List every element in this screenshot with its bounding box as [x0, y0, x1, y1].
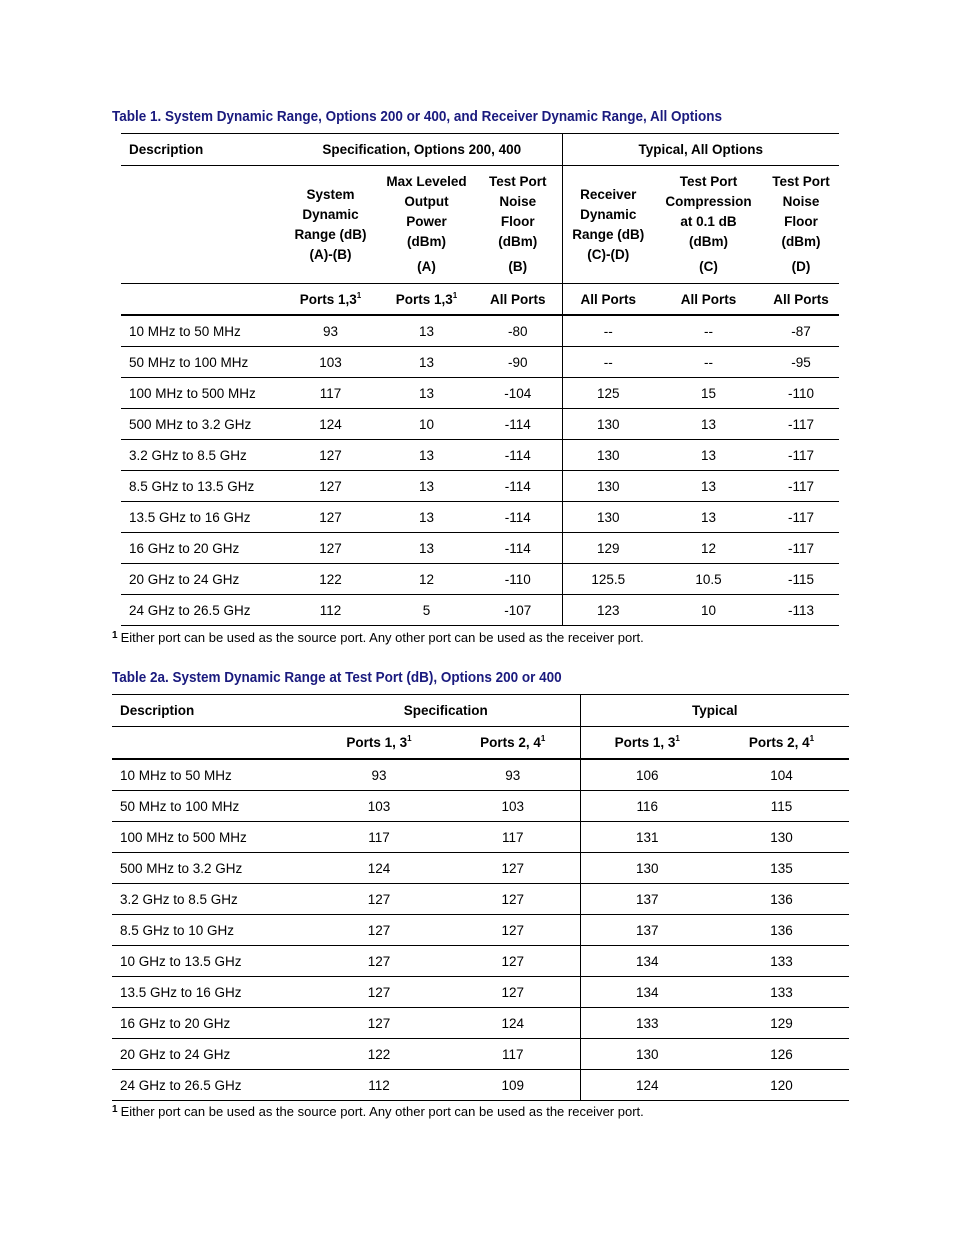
row-description: 13.5 GHz to 16 GHz [112, 977, 312, 1008]
table-cell: -117 [763, 471, 839, 502]
row-description: 24 GHz to 26.5 GHz [129, 602, 251, 618]
table-cell: 93 [446, 759, 580, 791]
column-header-line: (A) [417, 259, 436, 274]
table-cell: 13 [379, 347, 474, 378]
row-description: 20 GHz to 24 GHz [121, 564, 282, 595]
table-cell: -107 [504, 602, 532, 618]
table-cell: 135 [714, 853, 849, 884]
table-cell: 130 [714, 822, 849, 853]
table-cell: 130 [580, 853, 714, 884]
table-cell: 116 [580, 791, 714, 822]
table-cell: -104 [474, 378, 562, 409]
row-description: 8.5 GHz to 10 GHz [112, 915, 312, 946]
table-cell: 124 [446, 1008, 580, 1039]
table-cell: 12 [379, 564, 474, 595]
table-cell: 13 [379, 502, 474, 533]
table-cell: 13 [379, 471, 474, 502]
column-header-line: (C) [699, 259, 718, 274]
table2-port-header [446, 727, 580, 760]
table-cell: 124 [580, 1070, 714, 1101]
table-cell: 112 [368, 1077, 390, 1093]
table-cell: 130 [562, 471, 654, 502]
footnote-text: Either port can be used as the source port. Any other port can be used as the receiver port. [120, 630, 644, 645]
table-cell: 127 [312, 977, 446, 1008]
footnote-ref: 1 [540, 734, 546, 743]
table-cell: 136 [714, 915, 849, 946]
table-cell: 12 [654, 533, 763, 564]
table-cell: -- [562, 347, 654, 378]
table-cell: 13 [379, 533, 474, 564]
table-cell: 129 [562, 533, 654, 564]
column-header-line: System [306, 186, 355, 202]
table1-blank-cell [121, 166, 282, 284]
port-label: Ports 1,3 [395, 291, 453, 307]
table-cell: 93 [312, 759, 446, 791]
table-cell: 122 [282, 564, 379, 595]
table-cell: 13 [379, 378, 474, 409]
column-header-line: Dynamic [580, 206, 637, 222]
table-cell: 133 [714, 946, 849, 977]
table-cell: 104 [714, 759, 849, 791]
table-row [112, 822, 849, 853]
table-cell: 127 [312, 884, 446, 915]
table-cell: -80 [474, 315, 562, 347]
column-header-line: (dBm) [498, 234, 538, 249]
column-header-line: Output [404, 194, 449, 209]
footnote-ref: 1 [809, 734, 815, 743]
column-header-line: Range (dB) [572, 226, 645, 242]
table-cell: 13 [379, 440, 474, 471]
table1-spec-group-header: Specification, Options 200, 400 [282, 134, 562, 166]
table-cell: -87 [763, 315, 839, 347]
column-header-line: Dynamic [302, 206, 359, 222]
column-header-line: Noise [499, 194, 537, 209]
table1-port-header [763, 284, 839, 316]
table-cell: 130 [562, 502, 654, 533]
column-header-line: Max Leveled [386, 174, 467, 189]
table-cell: 127 [282, 471, 379, 502]
row-description: 100 MHz to 500 MHz [121, 378, 282, 409]
table-row [112, 946, 849, 977]
table-cell: 112 [319, 602, 342, 618]
table-cell: -110 [763, 378, 839, 409]
table-cell: -90 [474, 347, 562, 378]
table1-title: Table 1. System Dynamic Range, Options 200 or 400, and Receiver Dynamic Range, All Options [112, 108, 722, 125]
table-cell: 127 [282, 533, 379, 564]
table-row [112, 759, 849, 791]
table2-blank-cell [112, 727, 312, 760]
table-cell: 127 [282, 502, 379, 533]
column-header-line: Test Port [489, 174, 547, 189]
table-row [121, 347, 839, 378]
footnote-ref: 1 [356, 290, 362, 300]
table-row [112, 791, 849, 822]
table-cell: 137 [580, 884, 714, 915]
table-cell: 15 [654, 378, 763, 409]
port-label: Ports 2, 4 [480, 735, 541, 750]
table-cell: 127 [312, 946, 446, 977]
table-cell: 127 [312, 1008, 446, 1039]
table-cell: 117 [282, 378, 379, 409]
table-cell: 130 [580, 1039, 714, 1070]
table-cell: 130 [562, 440, 654, 471]
row-description: 3.2 GHz to 8.5 GHz [112, 884, 312, 915]
table1-description-header: Description [121, 134, 282, 166]
column-header-line: (dBm) [689, 234, 729, 249]
table1-footnote [112, 630, 644, 645]
row-description: 500 MHz to 3.2 GHz [121, 409, 282, 440]
column-header-line: Test Port [772, 174, 830, 189]
table-row [112, 853, 849, 884]
table-cell: 124 [312, 853, 446, 884]
table1-column-header [379, 166, 474, 284]
table-cell: -114 [474, 409, 562, 440]
table-cell: 13 [654, 471, 763, 502]
port-label: Ports 2, 4 [748, 735, 810, 750]
table1-port-header [282, 284, 379, 316]
column-header-line: Range (dB) [294, 226, 367, 242]
table2-description-header: Description [112, 695, 312, 727]
table-cell: 127 [446, 977, 580, 1008]
table-cell: -- [562, 315, 654, 347]
table-cell: -114 [474, 440, 562, 471]
table-row [121, 564, 839, 595]
table1-column-header [763, 166, 839, 284]
table2-title: Table 2a. System Dynamic Range at Test Port (dB), Options 200 or 400 [112, 669, 562, 686]
port-label: Ports 1, 3 [346, 735, 408, 750]
table-cell: 134 [580, 977, 714, 1008]
row-description: 3.2 GHz to 8.5 GHz [121, 440, 282, 471]
table-cell: 134 [580, 946, 714, 977]
table-cell: -95 [763, 347, 839, 378]
footnote-mark: 1 [112, 1104, 118, 1115]
table-cell: 122 [312, 1039, 446, 1070]
table-cell: 13 [654, 502, 763, 533]
table-row [121, 315, 839, 347]
column-header-line: Power [406, 214, 447, 229]
table-row [112, 1039, 849, 1070]
table-cell: 13 [654, 440, 763, 471]
table1-port-header [654, 284, 763, 316]
table-row [112, 915, 849, 946]
table2 [112, 694, 849, 1101]
row-description: 500 MHz to 3.2 GHz [112, 853, 312, 884]
table-cell: 131 [580, 822, 714, 853]
footnote-mark: 1 [112, 630, 118, 641]
table-cell: 127 [446, 946, 580, 977]
table-row [121, 471, 839, 502]
port-label: All Ports [490, 291, 546, 307]
column-header-line: Test Port [679, 174, 738, 189]
row-description: 20 GHz to 24 GHz [112, 1039, 312, 1070]
table-cell: 106 [580, 759, 714, 791]
table-cell: 126 [714, 1039, 849, 1070]
row-description: 8.5 GHz to 13.5 GHz [121, 471, 282, 502]
table-cell: -- [654, 315, 763, 347]
table2-port-header [580, 727, 714, 760]
table-cell: -113 [788, 602, 815, 618]
table-cell: 10.5 [654, 564, 763, 595]
table-cell: 13 [654, 409, 763, 440]
row-description: 16 GHz to 20 GHz [121, 533, 282, 564]
row-description: 24 GHz to 26.5 GHz [120, 1077, 242, 1093]
table-cell: 13 [379, 315, 474, 347]
footnote-ref: 1 [675, 734, 680, 743]
table-cell: 129 [714, 1008, 849, 1039]
table-cell: -115 [763, 564, 839, 595]
table-cell: 103 [446, 791, 580, 822]
table-cell: -117 [763, 502, 839, 533]
table-cell: 10 [379, 409, 474, 440]
column-header-line: (dBm) [407, 234, 446, 249]
column-header-line: Noise [782, 194, 820, 209]
table1-column-header [654, 166, 763, 284]
table-cell: -117 [763, 440, 839, 471]
table-row [121, 440, 839, 471]
column-header-line: (B) [508, 259, 528, 274]
table-cell: 115 [714, 791, 849, 822]
row-description: 10 GHz to 13.5 GHz [112, 946, 312, 977]
table-cell: 109 [501, 1077, 525, 1093]
table-cell: -114 [474, 502, 562, 533]
table-row [121, 502, 839, 533]
table1-typical-group-header: Typical, All Options [562, 134, 839, 166]
table2-port-header [312, 727, 446, 760]
row-description: 50 MHz to 100 MHz [112, 791, 312, 822]
table1-column-header [562, 166, 654, 284]
table-cell: -114 [474, 533, 562, 564]
table-row [112, 977, 849, 1008]
table-row [121, 409, 839, 440]
table-cell: -- [654, 347, 763, 378]
table1-column-header [282, 166, 379, 284]
table-cell: -110 [474, 564, 562, 595]
table-cell: 130 [562, 409, 654, 440]
table2-typical-group-header: Typical [580, 695, 849, 727]
table-cell: 103 [282, 347, 379, 378]
table1-port-header [474, 284, 562, 316]
table1 [121, 133, 839, 626]
table-row [121, 533, 839, 564]
row-description: 50 MHz to 100 MHz [121, 347, 282, 378]
table-cell: 125 [562, 378, 654, 409]
table1-port-header [379, 284, 474, 316]
column-header-line: Floor [784, 214, 818, 229]
table1-blank-cell [121, 284, 282, 316]
footnote-ref: 1 [407, 734, 412, 743]
table-row [112, 1008, 849, 1039]
column-header-line: Floor [500, 214, 535, 229]
column-header-line: at 0.1 dB [680, 214, 737, 229]
table-cell: 127 [312, 915, 446, 946]
table-cell: -117 [763, 409, 839, 440]
table-cell: 136 [714, 884, 849, 915]
table-cell: 125.5 [562, 564, 654, 595]
row-description: 10 MHz to 50 MHz [121, 315, 282, 347]
row-description: 100 MHz to 500 MHz [112, 822, 312, 853]
table-cell: -114 [474, 471, 562, 502]
table-cell: 5 [422, 602, 431, 618]
table-row [112, 1070, 849, 1101]
table-row [121, 378, 839, 409]
table1-port-header [562, 284, 654, 316]
row-description: 16 GHz to 20 GHz [112, 1008, 312, 1039]
table-cell: 133 [714, 977, 849, 1008]
table-cell: 117 [312, 822, 446, 853]
table-cell: 120 [770, 1077, 793, 1093]
table-cell: -117 [763, 533, 839, 564]
row-description: 13.5 GHz to 16 GHz [121, 502, 282, 533]
table2-spec-group-header: Specification [312, 695, 580, 727]
table-cell: 123 [562, 595, 654, 626]
port-label: All Ports [680, 291, 737, 307]
table2-port-header [714, 727, 849, 760]
column-header-line: (A)-(B) [309, 246, 352, 262]
row-description: 10 MHz to 50 MHz [112, 759, 312, 791]
column-header-line: Compression [665, 194, 752, 209]
table-cell: 127 [282, 440, 379, 471]
column-header-line: (D) [791, 259, 811, 274]
table-cell: 117 [446, 822, 580, 853]
column-header-line: Receiver [580, 186, 637, 202]
table2-footnote [112, 1104, 644, 1119]
port-label: Ports 1, 3 [614, 735, 676, 750]
table-cell: 127 [446, 853, 580, 884]
table-cell: 137 [580, 915, 714, 946]
table1-column-header [474, 166, 562, 284]
table-cell: 93 [282, 315, 379, 347]
table-row [121, 595, 839, 626]
table-cell: 117 [446, 1039, 580, 1070]
column-header-line: (C)-(D) [587, 246, 630, 262]
footnote-text: Either port can be used as the source port. Any other port can be used as the receiver port. [120, 1104, 644, 1119]
table-cell: 124 [282, 409, 379, 440]
table-cell: 127 [446, 884, 580, 915]
table-cell: 103 [312, 791, 446, 822]
table-cell: 127 [446, 915, 580, 946]
port-label: Ports 1,3 [299, 291, 357, 307]
table-row [112, 884, 849, 915]
table-cell: 133 [580, 1008, 714, 1039]
footnote-ref: 1 [452, 290, 458, 300]
column-header-line: (dBm) [781, 234, 821, 249]
port-label: All Ports [773, 291, 829, 307]
table-cell: 10 [701, 602, 717, 618]
port-label: All Ports [580, 291, 637, 307]
